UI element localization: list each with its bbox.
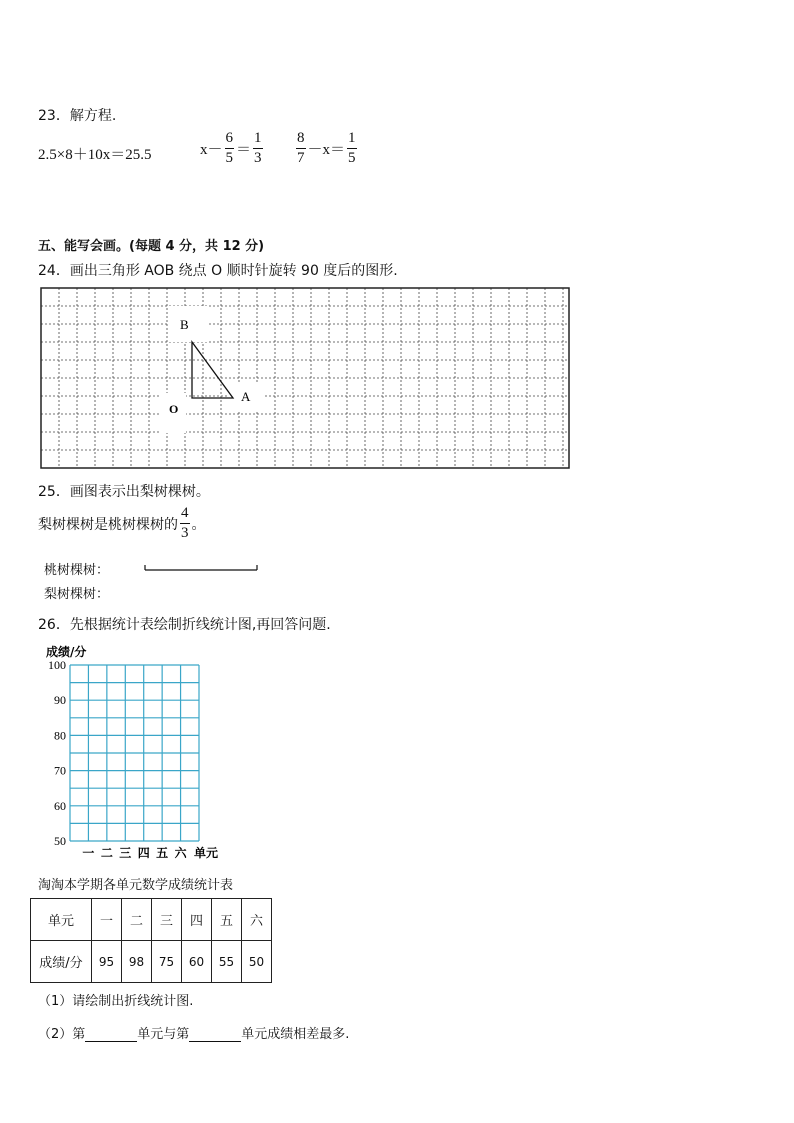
chart-x-tick-label: 六 <box>174 846 187 860</box>
table-caption: 淘淘本学期各单元数学成绩统计表 <box>38 878 234 893</box>
table-cell: 55 <box>212 941 242 983</box>
chart-y-tick-label: 70 <box>54 763 66 778</box>
label-a: A <box>241 389 251 404</box>
chart-y-ticks <box>48 658 66 848</box>
table-header-cell: 单元 <box>31 899 92 941</box>
chart-y-label: 成绩/分 <box>46 645 87 659</box>
frac-denominator: 7 <box>297 150 305 166</box>
chart-y-tick-label: 100 <box>48 658 66 672</box>
answer-blank-2[interactable] <box>189 1027 241 1042</box>
q26-title: 26．先根据统计表绘制折线统计图,再回答问题. <box>38 617 331 633</box>
section-5-heading: 五、能写会画。(每题 4 分，共 12 分) <box>38 239 265 254</box>
q26-sub2 <box>38 1023 349 1042</box>
equation-3-middle: －x＝ <box>307 142 346 158</box>
q26-sub2-prefix: （2）第 <box>38 1027 86 1042</box>
equation-2-equals: ＝ <box>236 142 252 158</box>
table-cell: 60 <box>182 941 212 983</box>
table-header-row <box>31 899 272 941</box>
chart-x-tick-label: 一 <box>82 846 95 860</box>
chart-y-tick-label: 90 <box>54 693 66 708</box>
q25-statement-end: 。 <box>191 516 206 533</box>
table-cell: 50 <box>242 941 272 983</box>
table-row-label: 成绩/分 <box>31 941 92 983</box>
q25-title: 25．画图表示出梨树棵树。 <box>38 484 210 500</box>
chart-x-tick-label: 四 <box>137 846 150 860</box>
table-header-cell: 六 <box>242 899 272 941</box>
label-b: B <box>180 317 189 332</box>
frac-denominator: 3 <box>181 525 189 541</box>
table-header-cell: 五 <box>212 899 242 941</box>
chart-y-tick-label: 60 <box>54 798 66 813</box>
chart-x-tick-label: 五 <box>156 846 169 860</box>
equation-1-text: 2.5×8＋10x＝25.5 <box>38 146 152 163</box>
pear-label: 梨树棵树： <box>44 587 110 602</box>
frac-denominator: 5 <box>225 150 234 166</box>
frac-numerator: 6 <box>225 131 235 149</box>
chart-y-tick-label: 50 <box>54 834 66 848</box>
chart-y-tick-label: 80 <box>54 728 66 743</box>
table-row <box>31 941 272 983</box>
q23-title: 23．解方程. <box>38 108 117 124</box>
q26-sub2-middle: 单元与第 <box>137 1027 190 1042</box>
frac-numerator: 1 <box>347 131 357 149</box>
answer-blank-1[interactable] <box>85 1027 137 1042</box>
table-header-cell: 一 <box>92 899 122 941</box>
q25-statement-text: 梨树棵树是桃树棵树的 <box>38 516 178 533</box>
chart-gridlines <box>70 665 199 841</box>
peach-label: 桃树棵树： <box>44 563 110 578</box>
score-table <box>30 898 272 983</box>
table-header-cell: 二 <box>122 899 152 941</box>
frac-denominator: 5 <box>348 150 356 166</box>
table-header-cell: 三 <box>152 899 182 941</box>
chart-x-tick-label: 二 <box>100 846 113 860</box>
table-cell: 75 <box>152 941 182 983</box>
chart-x-tick-label: 三 <box>119 846 132 860</box>
frac-numerator: 4 <box>180 506 190 524</box>
q24-title: 24．画出三角形 AOB 绕点 O 顺时针旋转 90 度后的图形. <box>38 263 398 279</box>
frac-numerator: 8 <box>296 131 306 149</box>
table-header-cell: 四 <box>182 899 212 941</box>
chart-x-unit: 单元 <box>194 846 219 860</box>
q26-sub2-suffix: 单元成绩相差最多. <box>241 1027 350 1042</box>
frac-denominator: 3 <box>254 150 262 166</box>
chart-x-labels <box>82 845 187 860</box>
table-cell: 95 <box>92 941 122 983</box>
equation-2-lhs: x－ <box>200 142 223 158</box>
table-cell: 98 <box>122 941 152 983</box>
q26-sub1: （1）请绘制出折线统计图. <box>38 994 194 1009</box>
frac-numerator: 1 <box>253 131 263 149</box>
label-o: O <box>169 402 179 416</box>
